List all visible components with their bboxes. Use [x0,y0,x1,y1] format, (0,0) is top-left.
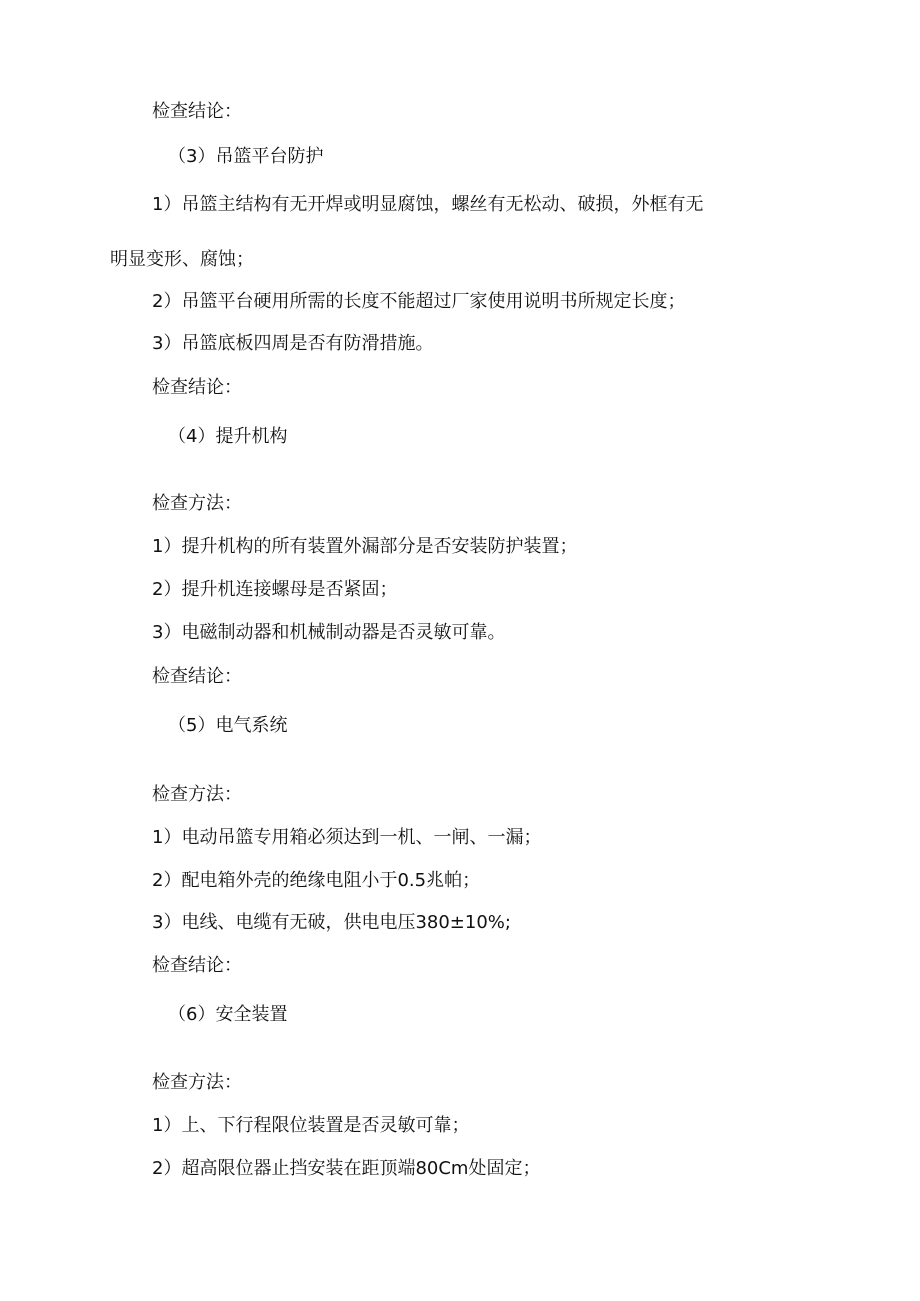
list-item-continuation: 明显变形、腐蚀； [110,249,254,270]
check-method-label: 检查方法： [152,1072,242,1093]
list-item: 3）电磁制动器和机械制动器是否灵敏可靠。 [152,622,506,643]
list-item: 2）超高限位器止挡安装在距顶端80Cm处固定； [152,1158,541,1179]
check-conclusion-label: 检查结论： [152,666,242,687]
list-item: 2）提升机连接螺母是否紧固； [152,579,398,600]
list-item: 2）配电箱外壳的绝缘电阻小于0.5兆帕； [152,870,481,891]
check-method-label: 检查方法： [152,784,242,805]
check-method-label: 检查方法： [152,493,242,514]
list-item: 3）电线、电缆有无破，供电电压380±10%; [152,912,511,933]
check-conclusion-label: 检查结论： [152,101,242,122]
list-item: 1）提升机构的所有装置外漏部分是否安装防护装置； [152,536,578,557]
check-conclusion-label: 检查结论： [152,955,242,976]
check-conclusion-label: 检查结论： [152,377,242,398]
section-heading: （4）提升机构 [168,426,288,447]
list-item: 1）吊篮主结构有无开焊或明显腐蚀，螺丝有无松动、破损，外框有无 [152,194,704,215]
section-heading: （6）安全装置 [168,1004,288,1025]
section-heading: （5）电气系统 [168,715,288,736]
list-item: 3）吊篮底板四周是否有防滑措施。 [152,333,434,354]
section-heading: （3）吊篮平台防护 [168,146,324,167]
list-item: 1）电动吊篮专用箱必须达到一机、一闸、一漏； [152,827,542,848]
list-item: 1）上、下行程限位装置是否灵敏可靠； [152,1115,470,1136]
list-item: 2）吊篮平台硬用所需的长度不能超过厂家使用说明书所规定长度； [152,291,686,312]
